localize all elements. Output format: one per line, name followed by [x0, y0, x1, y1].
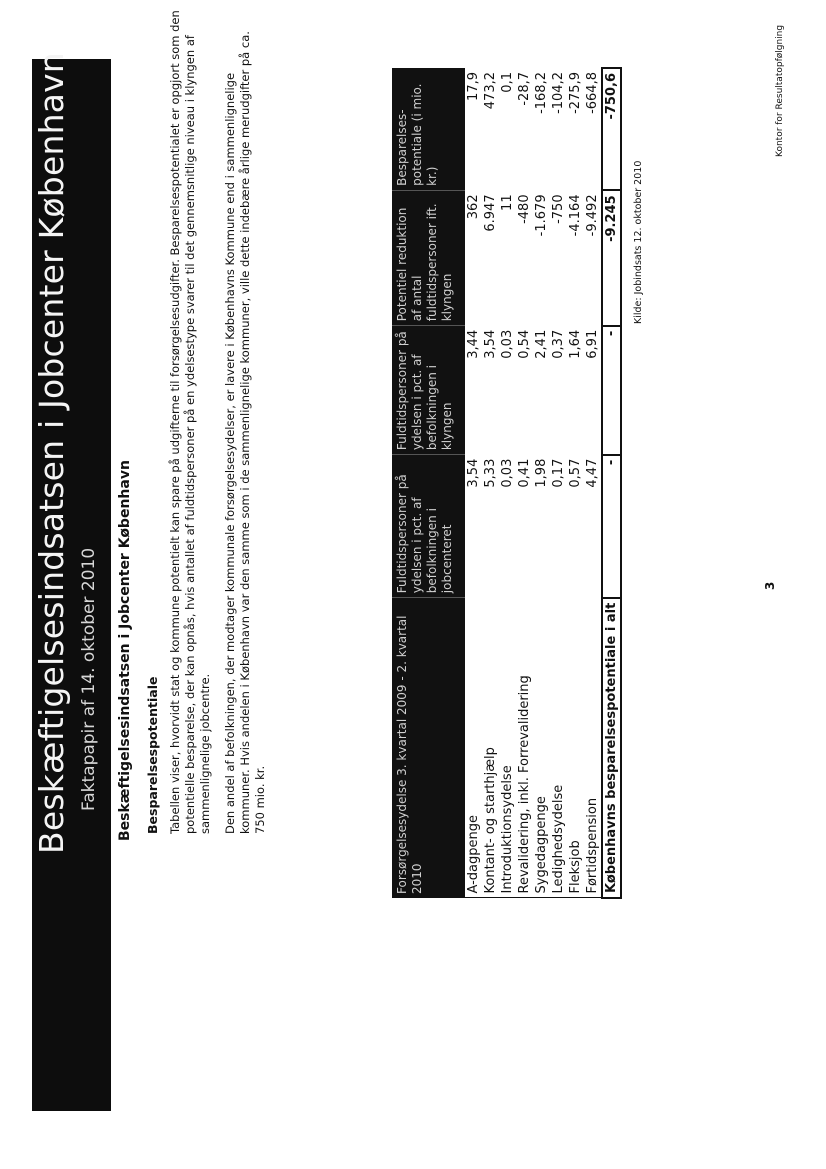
- cell-pct-jobcenter: 0,17: [551, 458, 566, 488]
- row-label: Sygedagpenge: [533, 598, 550, 898]
- table-header-row: [392, 68, 465, 898]
- source-note: Kilde: Jobindsats 12. oktober 2010: [633, 160, 644, 324]
- cell-savings: 473,2: [483, 72, 498, 110]
- intro-paragraph: Tabellen viser, hvorvidt stat og kommune potentielt kan spare på udgifterne til forsørgelsesudgifter. Besparelsespotentialet er opgjort som den potentielle besparelse, der kan opnås, hvis antallet af fuldtidspersoner på en ydelsestype svarer til det gennemsnitlige niveau i klyngen af sammenlignelige jobcentre.: [168, 10, 212, 834]
- cell-pct-cluster: 2,41: [534, 329, 549, 359]
- row-label: Introduktionsydelse: [499, 598, 516, 898]
- cell-reduction: -1.679: [534, 194, 549, 237]
- summary-paragraph: Den andel af befolkningen, der modtager kommunale forsørgelsesydelser, er lavere i Københavns Kommune end i sammenlignelige kommuner. Hvis andelen i København var den samme som i de sammenlignelige kommuner, ville dette indebære årlige merudgifter på ca. 750 mio. kr.: [223, 31, 267, 834]
- row-label: Ledighedsydelse: [550, 598, 567, 898]
- savings-table: [392, 67, 622, 899]
- total-pct-jobcenter: -: [602, 455, 621, 598]
- cell-pct-cluster: 0,54: [517, 329, 532, 359]
- cell-savings: -664,8: [584, 68, 602, 190]
- table-row: [567, 68, 584, 898]
- cell-savings: 0,1: [500, 72, 515, 93]
- row-label: Kontant- og starthjælp: [482, 598, 499, 898]
- cell-savings: 17,9: [466, 72, 481, 101]
- row-label: Førtidspension: [584, 598, 602, 898]
- cell-pct-jobcenter: 4,47: [584, 455, 602, 598]
- cell-reduction: -480: [517, 194, 532, 224]
- total-reduction: -9.245: [602, 190, 621, 325]
- table-row: [584, 68, 602, 898]
- cell-reduction: 11: [500, 194, 515, 211]
- table-row: [465, 68, 482, 898]
- cell-pct-cluster: 0,37: [551, 329, 566, 359]
- cell-reduction: 362: [466, 194, 481, 220]
- cell-pct-jobcenter: 1,98: [534, 458, 549, 488]
- document-subtitle: Faktapapir af 14. oktober 2010: [79, 547, 99, 811]
- cell-pct-jobcenter: 0,41: [517, 458, 532, 488]
- table-row: [482, 68, 499, 898]
- table-row: [533, 68, 550, 898]
- total-savings: -750,6: [602, 68, 621, 190]
- cell-pct-cluster: 1,64: [568, 329, 583, 359]
- cell-savings: -104,2: [551, 72, 566, 114]
- col-header-benefit: Forsørgelsesydelse 3. kvartal 2009 - 2. kvartal 2010: [392, 598, 465, 898]
- section-title: Beskæftigelsesindsatsen i Jobcenter København: [117, 460, 133, 841]
- cell-pct-jobcenter: 5,33: [483, 458, 498, 488]
- total-label: Københavns besparelsespotentiale i alt: [602, 598, 621, 898]
- cell-pct-cluster: 6,91: [584, 326, 602, 455]
- table-row: [516, 68, 533, 898]
- cell-pct-cluster: 3,44: [466, 329, 481, 359]
- cell-reduction: -4.164: [568, 194, 583, 237]
- page-number: 3: [763, 581, 777, 590]
- col-header-pct-jobcenter: Fuldtidspersoner på ydelsen i pct. af befolkningen i jobcenteret: [392, 455, 465, 598]
- cell-pct-jobcenter: 3,54: [466, 458, 481, 488]
- total-row: [602, 68, 621, 898]
- table-row: [499, 68, 516, 898]
- cell-reduction: 6.947: [483, 194, 498, 232]
- col-header-reduction: Potentiel reduktion af antal fuldtidspersoner ift. klyngen: [392, 190, 465, 325]
- row-label: Fleksjob: [567, 598, 584, 898]
- table-row: [550, 68, 567, 898]
- col-header-savings: Besparelses-potentiale (i mio. kr.): [392, 68, 465, 190]
- col-header-pct-cluster: Fuldtidspersoner på ydelsen i pct. af befolkningen i klyngen: [392, 326, 465, 455]
- title-banner: [32, 52, 111, 1111]
- cell-pct-jobcenter: 0,03: [500, 458, 515, 488]
- cell-reduction: -9.492: [584, 190, 602, 325]
- cell-savings: -28,7: [517, 72, 532, 106]
- total-pct-cluster: -: [602, 326, 621, 455]
- section-heading: Besparelsespotentiale: [145, 676, 160, 834]
- cell-pct-cluster: 0,03: [500, 329, 515, 359]
- cell-savings: -275,9: [568, 72, 583, 114]
- cell-reduction: -750: [551, 194, 566, 224]
- document-title: Beskæftigelsesindsatsen i Jobcenter København: [32, 52, 71, 854]
- cell-pct-cluster: 3,54: [483, 329, 498, 359]
- row-label: A-dagpenge: [465, 598, 482, 898]
- row-label: Revalidering, inkl. Forrevalidering: [516, 598, 533, 898]
- cell-savings: -168,2: [534, 72, 549, 114]
- cell-pct-jobcenter: 0,57: [568, 458, 583, 488]
- office-footer: Kontor for Resultatopfølgning: [775, 24, 785, 157]
